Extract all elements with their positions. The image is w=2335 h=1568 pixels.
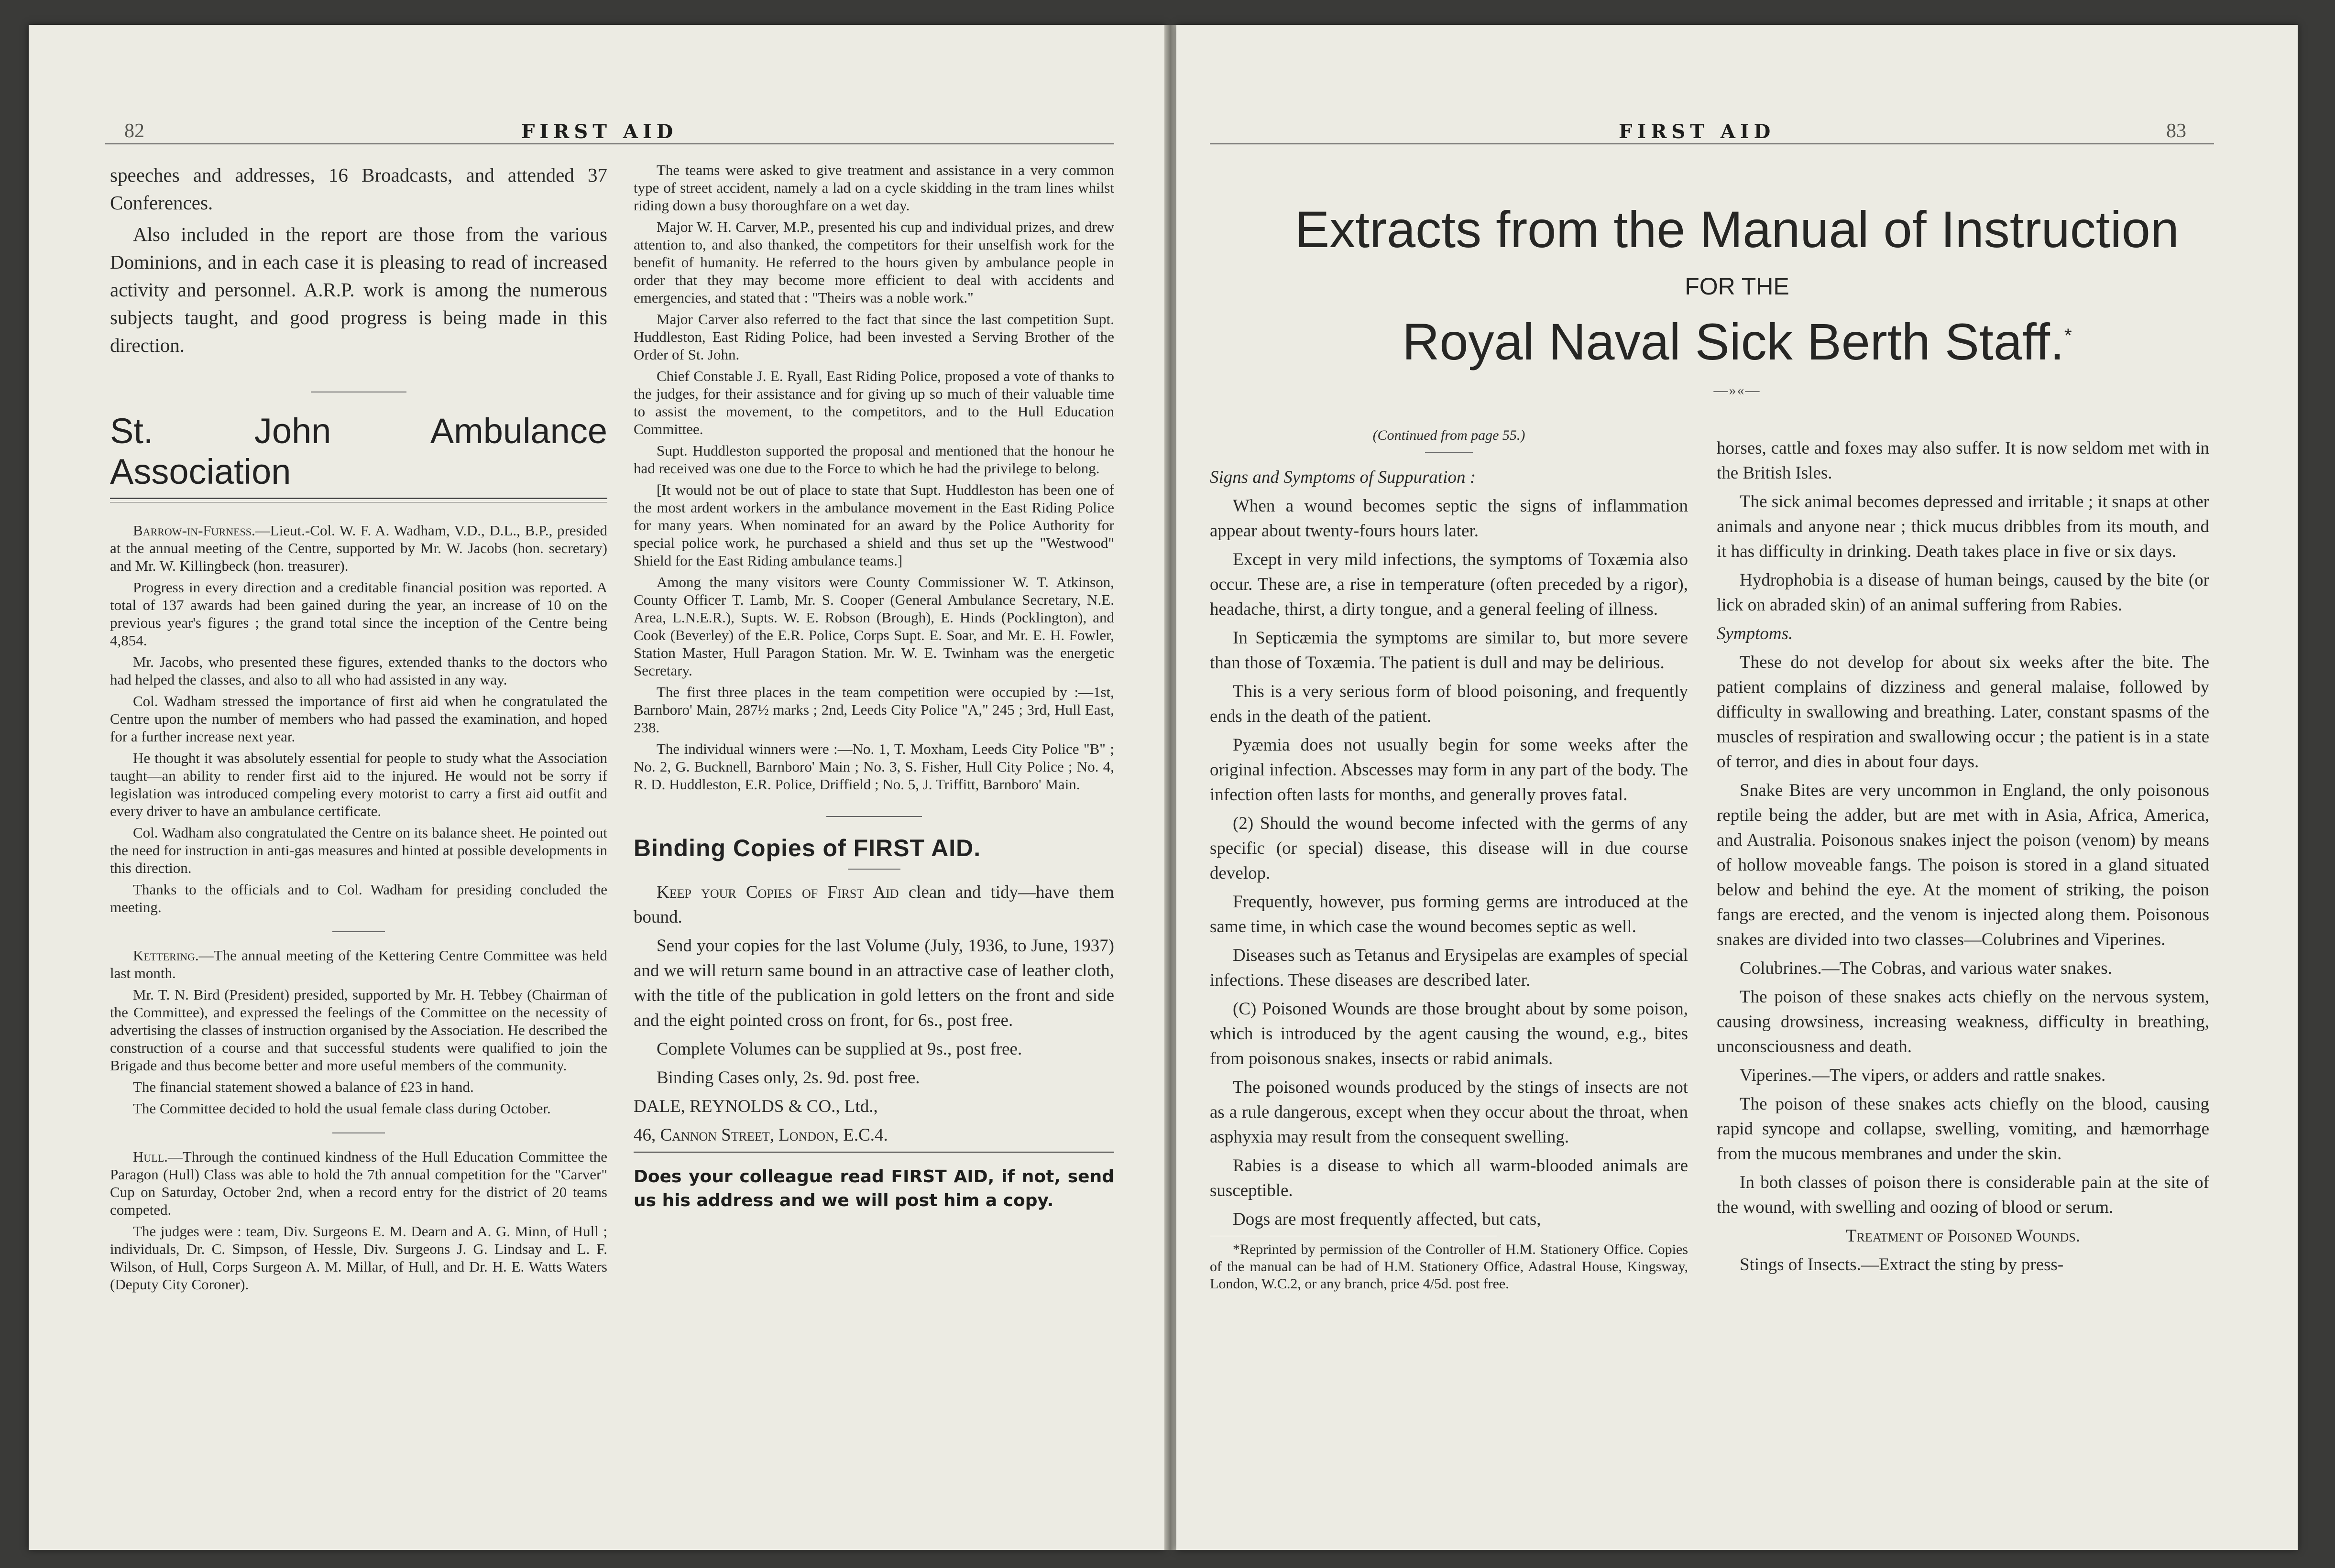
barrow-para-2: Progress in every direction and a creditable financial position was reported. A total of 137 awards had been gained during the year, an increase of 10 on the previous year's figures ; the grand total since the inception of the Centre being 4,854. — [110, 579, 607, 649]
kettering-para-2: Mr. T. N. Bird (President) presided, supported by Mr. H. Tebbey (Chairman of the Committee), and expressed the feelings of the Committee on the necessity of advertising the classes of instruction organised by the Association. He described the construction of a course and that successful students were qualified to join the Brigade and thus become better and more useful members of the community. — [110, 986, 607, 1074]
binding-para-3: Complete Volumes can be supplied at 9s., post free. — [657, 1039, 1022, 1059]
rp-col2-para-10: The poison of these snakes acts chiefly on the blood, causing rapid syncope and collapse, swelling, vomiting, and hæmorrhage from the mucous membranes and under the skin. — [1717, 1094, 2209, 1164]
treatment-heading: Treatment of Poisoned Wounds. — [1846, 1226, 2080, 1246]
article-heading-line-3: Royal Naval Sick Berth Staff.* — [1402, 313, 2072, 370]
left-header-rule — [105, 143, 1114, 144]
article-heading-line-2: FOR THE — [1685, 273, 1789, 300]
divider-rule — [1425, 452, 1473, 453]
left-column-2 — [634, 161, 1114, 1217]
hull-cont-para-3: Major Carver also referred to the fact that since the last competition Supt. Huddleston, East Riding Police, had been invested a Serving Brother of the Order of St. John. — [634, 311, 1114, 363]
binding-para-1: Keep your Copies of First Aid clean and tidy—have them bound. — [634, 882, 1114, 927]
hull-lead: Hull. — [133, 1148, 168, 1165]
hull-cont-para-7: Among the many visitors were County Commissioner W. T. Atkinson, County Officer T. Lamb, Mr. S. Cooper (General Ambulance Secretary, N.E. Area, L.N.E.R.), Supts. W. E. Robson (Brough), E. Hinds (Pocklington), and Cook (Beverley) of the E.R. Police, Corps Supt. E. Soar, and Mr. E. H. Fowler, Station Master, Hull Paragon Station. Mr. W. E. Twinham was the energetic Secretary. — [634, 574, 1114, 679]
hull-cont-para-6: [It would not be out of place to state that Supt. Huddleston has been one of the most ardent workers in the ambulance movement in the East Riding Police for many years. When nominated for an award by the Police Authority for special police work, he purchased a shield and thus set up the "Westwood" Shield for the East Riding ambulance teams.] — [634, 481, 1114, 569]
hull-cont-para-2: Major W. H. Carver, M.P., presented his cup and individual prizes, and drew attention to, and also thanked, the competitors for their unselfish work for the benefit of humanity. He referred to the hours given by ambulance people in order that they may become more efficient to deal with accidents and emergencies, and stated that : "Theirs was a noble work." — [634, 218, 1114, 306]
rp-col2-para-3: Hydrophobia is a disease of human beings, caused by the bite (or lick on abraded skin) of an animal suffering from Rabies. — [1717, 570, 2209, 615]
rp-col2-para-1: horses, cattle and foxes may also suffer. It is now seldom met with in the British Isles. — [1717, 438, 2209, 483]
rp-col1-para-7: Frequently, however, pus forming germs are introduced at the same time, in which case the wound becomes septic as well. — [1210, 892, 1688, 936]
right-running-title: FIRST AID — [1619, 120, 1776, 143]
continued-note: (Continued from page 55.) — [1372, 427, 1525, 443]
rp-col2-para-9: Viperines.—The vipers, or adders and rattle snakes. — [1740, 1066, 2106, 1085]
section-title-st-john: St. John Ambulance Association — [110, 411, 607, 491]
rp-col2-para-11: In both classes of poison there is considerable pain at the site of the wound, with swelling and oozing of blood or serum. — [1717, 1173, 2209, 1217]
hull-para-1: Hull.—Through the continued kindness of the Hull Education Committee the Paragon (Hull) Class was able to hold the 7th annual competition for the "Carver" Cup on Saturday, October 2nd, when a record entry for the district of 20 teams competed. — [110, 1148, 607, 1218]
article-heading-line-1: Extracts from the Manual of Instruction — [1295, 200, 2179, 258]
rp-col2-para-6: Snake Bites are very uncommon in England, the only poisonous reptile being the adder, but are met with in Asia, Africa, America, and Australia. Poisonous snakes inject the poison (venom) by means of hollow moveable fangs. The poison is stored in a gland situated below and behind the eye. At the moment of striking, the poison fangs are erected, and the venom is injected along them. Poisonous snakes are divided into two classes—Colubrines and Viperines. — [1717, 781, 2209, 949]
kettering-para-1: Kettering.—The annual meeting of the Kettering Centre Committee was held last month. — [110, 947, 607, 981]
rp-col1-para-1: When a wound becomes septic the signs of inflammation appear about twenty-fours hours later. — [1210, 496, 1688, 541]
rp-col1-para-6: (2) Should the wound become infected with the germs of any specific (or special) disease, this disease will in due course develop. — [1210, 814, 1688, 883]
rp-col2-symptoms-head: Symptoms. — [1717, 624, 1793, 643]
right-page-number: 83 — [2166, 120, 2186, 142]
rp-col1-para-10: The poisoned wounds produced by the stings of insects are not as a rule dangerous, except when they occur about the throat, when asphyxia may result from the consequent swelling. — [1210, 1078, 1688, 1147]
barrow-para-1: Barrow-in-Furness.—Lieut.-Col. W. F. A. Wadham, V.D., D.L., B.P., presided at the annual meeting of the Centre, supported by Mr. W. Jacobs (hon. secretary) and Mr. W. Killingbeck (hon. treasurer). — [110, 522, 607, 574]
left-column-1 — [110, 161, 607, 1297]
binding-para-4: Binding Cases only, 2s. 9d. post free. — [657, 1068, 920, 1088]
book-gutter — [1164, 25, 1176, 1550]
binding-para-2: Send your copies for the last Volume (July, 1936, to June, 1937) and we will return same bound in an attractive case of leather cloth, with the title of the publication in gold letters on the front and side and the eight pointed cross on front, for 6s., post free. — [634, 936, 1114, 1030]
hull-cont-para-5: Supt. Huddleston supported the proposal and mentioned that the honour he had received was one due to the Force to which he had the privilege to belong. — [634, 442, 1114, 477]
kettering-para-4: The Committee decided to hold the usual female class during October. — [133, 1100, 551, 1117]
hull-cont-para-4: Chief Constable J. E. Ryall, East Riding Police, proposed a vote of thanks to the judges, for their assistance and for giving up so much of their valuable time to assist the movement, to the competitors, and to the Hull Education Committee. — [634, 368, 1114, 437]
barrow-para-5: He thought it was absolutely essential for people to study what the Association taught—an ability to render first aid to the injured. He would not be sorry if legislation was introduced compeling every motorist to carry a first aid outfit and every driver to have an ambulance certificate. — [110, 750, 607, 819]
barrow-para-6: Col. Wadham also congratulated the Centre on its balance sheet. He pointed out the need for instruction in anti-gas measures and hinted at possible developments in this direction. — [110, 824, 607, 876]
left-running-header — [29, 101, 1164, 144]
footnote-mark: * — [2064, 325, 2072, 346]
intro-para-2: Also included in the report are those from the various Dominions, and in each case it is pleasing to read of increased activity and personnel. A.R.P. work is among the numerous subjects taught, and good progress is being made in this direction. — [110, 223, 607, 356]
rp-col1-para-5: Pyæmia does not usually begin for some weeks after the original infection. Abscesses may form in any part of the body. The infection often lasts for months, and generally proves fatal. — [1210, 735, 1688, 805]
intro-para-1: speeches and addresses, 16 Broadcasts, and attended 37 Conferences. — [110, 164, 607, 214]
divider-rule — [848, 869, 900, 870]
rp-col2-para-7: Colubrines.—The Cobras, and various water snakes. — [1740, 958, 2112, 978]
barrow-para-7: Thanks to the officials and to Col. Wadham for presiding concluded the meeting. — [110, 881, 607, 915]
section-title-rule — [110, 498, 607, 502]
binding-address-2: 46, Cannon Street, London, E.C.4. — [634, 1125, 888, 1145]
rp-col2-para-8: The poison of these snakes acts chiefly on the nervous system, causing drowsiness, increasing weakness, difficulty in breathing, unconsciousness and death. — [1717, 987, 2209, 1056]
right-header-rule — [1210, 143, 2214, 144]
kettering-lead: Kettering. — [133, 947, 199, 964]
left-page-number: 82 — [124, 120, 144, 142]
rp-col1-para-2: Except in very mild infections, the symptoms of Toxæmia also occur. These are, a rise in temperature (often preceded by a rigor), headache, thirst, a dirty tongue, and a general feeling of illness. — [1210, 550, 1688, 619]
hull-cont-para-1: The teams were asked to give treatment and assistance in a very common type of street accident, namely a lad on a cycle skidding in the tram lines whilst riding down a busy thoroughfare on a wet day. — [634, 162, 1114, 214]
binding-lead: Keep your Copies of First Aid — [657, 882, 899, 902]
right-page — [1176, 25, 2298, 1550]
footnote: *Reprinted by permission of the Controller of H.M. Stationery Office. Copies of the manual can be had of H.M. Stationery Office, Adastral House, Kingsway, London, W.C.2, or any branch, price 4/5d. post free. — [1210, 1241, 1688, 1292]
left-page — [29, 25, 1164, 1550]
notice-rule — [634, 1152, 1114, 1153]
kettering-para-3: The financial statement showed a balance of £23 in hand. — [133, 1078, 474, 1095]
rp-col1-para-11: Rabies is a disease to which all warm-blooded animals are susceptible. — [1210, 1156, 1688, 1200]
rp-col1-para-4: This is a very serious form of blood poisoning, and frequently ends in the death of the patient. — [1210, 682, 1688, 726]
rp-col2-para-2: The sick animal becomes depressed and irritable ; it snaps at other animals and anyone near ; thick mucus dribbles from its mouth, and it has difficulty in drinking. Death takes place in five or six days. — [1717, 492, 2209, 561]
rp-col2-para-5: These do not develop for about six weeks after the bite. The patient complains of dizziness and general malaise, followed by difficulty in swallowing and breathing. Later, constant spasms of the muscles of respiration and swallowing occur ; the patient is in a state of terror, and dies in about four days. — [1717, 653, 2209, 772]
rp-col2-para-13: Stings of Insects.—Extract the sting by press- — [1740, 1255, 2064, 1274]
heading-ornament: —»«— — [1713, 382, 1761, 398]
suppuration-subhead: Signs and Symptoms of Suppuration : — [1210, 468, 1476, 487]
binding-title: Binding Copies of FIRST AID. — [634, 835, 981, 861]
rp-col1-para-12: Dogs are most frequently affected, but cats, — [1233, 1209, 1541, 1229]
subscription-notice: Does your colleague read FIRST AID, if not, send us his address and we will post him a copy. — [634, 1167, 1114, 1210]
rp-col1-para-3: In Septicæmia the symptoms are similar to, but more severe than those of Toxæmia. The patient is dull and may be delirious. — [1210, 628, 1688, 673]
right-column-1 — [1210, 426, 1688, 1296]
barrow-para-3: Mr. Jacobs, who presented these figures, extended thanks to the doctors who had helped the classes, and also to all who had assisted in any way. — [110, 653, 607, 688]
left-running-title: FIRST AID — [521, 120, 678, 143]
hull-cont-para-9: The individual winners were :—No. 1, T. Moxham, Leeds City Police "B" ; No. 2, G. Bucknell, Barnboro' Main ; No. 3, S. Fisher, Hull City Police ; No. 4, R. D. Huddleston, E.R. Police, Driffield ; No. 5, J. Triffitt, Barnboro' Main. — [634, 740, 1114, 793]
hull-para-2: The judges were : team, Div. Surgeons E. M. Dearn and A. G. Minn, of Hull ; individuals, Dr. C. Simpson, of Hessle, Div. Surgeons J. G. Lindsay and L. F. Wilson, of Hull, Corps Surgeon A. M. Millar, of Hull, and Dr. H. E. Watts Waters (Deputy City Coroner). — [110, 1223, 607, 1293]
right-running-header — [1176, 101, 2298, 144]
hull-cont-para-8: The first three places in the team competition were occupied by :—1st, Barnboro' Main, 287½ marks ; 2nd, Leeds City Police "A," 245 ; 3rd, Hull East, 238. — [634, 684, 1114, 736]
binding-address-1: DALE, REYNOLDS & CO., Ltd., — [634, 1097, 878, 1116]
barrow-para-4: Col. Wadham stressed the importance of first aid when he congratulated the Centre upon the number of members who had passed the examination, and hoped for a further increase next year. — [110, 693, 607, 745]
barrow-lead: Barrow-in-Furness. — [133, 522, 255, 539]
right-column-2 — [1717, 436, 2209, 1281]
rp-col1-para-9: (C) Poisoned Wounds are those brought about by some poison, which is introduced by the agent causing the wound, e.g., bites from poisonous snakes, insects or rabid animals. — [1210, 999, 1688, 1068]
rp-col1-para-8: Diseases such as Tetanus and Erysipelas are examples of special infections. These diseases are described later. — [1210, 946, 1688, 990]
